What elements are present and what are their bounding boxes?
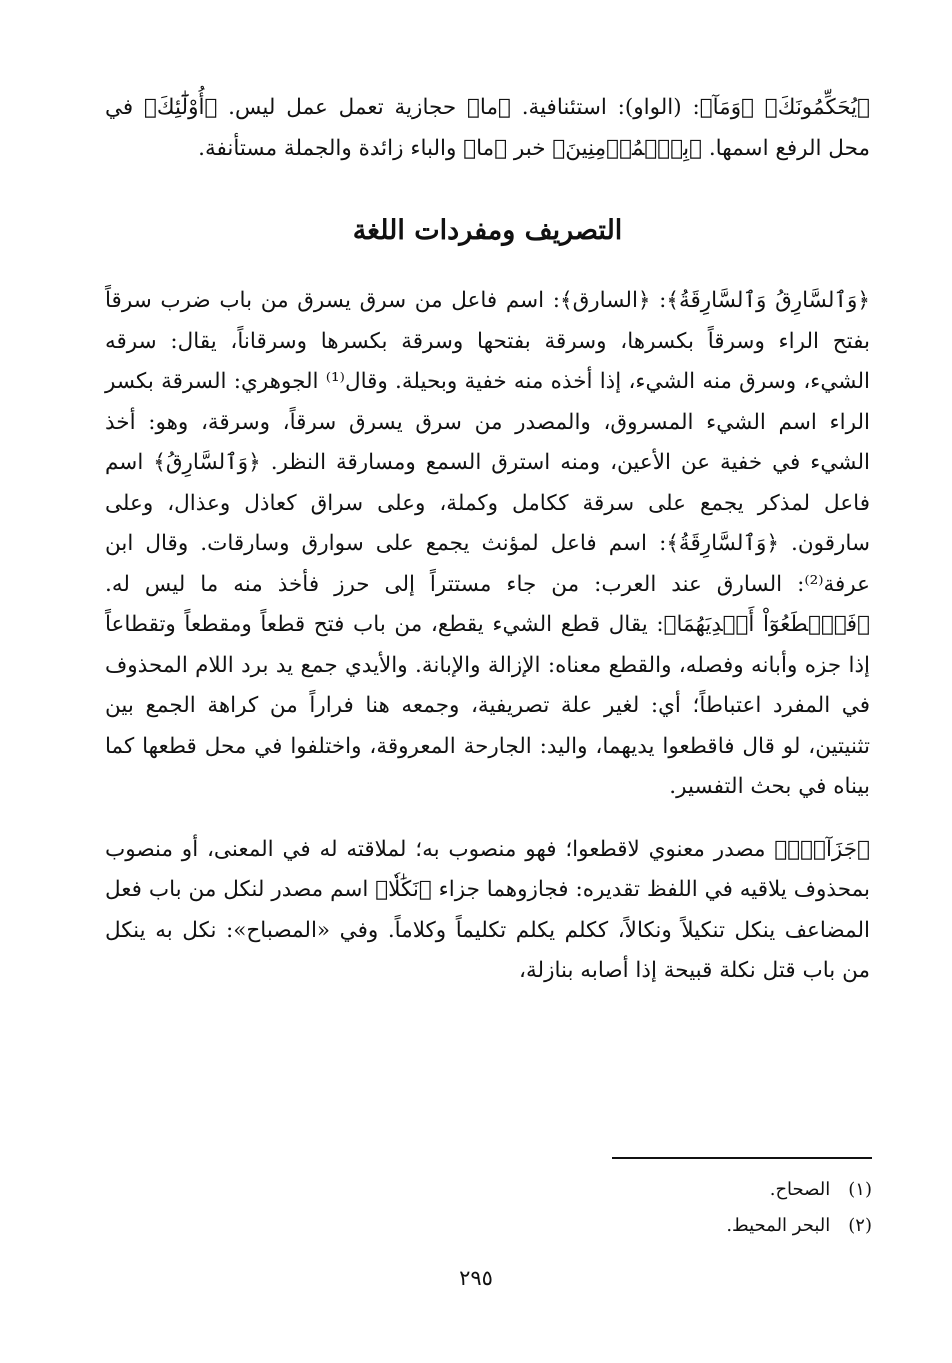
footnote-number: (٢) <box>848 1215 872 1236</box>
footnotes <box>372 1172 872 1244</box>
footnote-item <box>372 1208 872 1244</box>
footnote-text: البحر المحيط. <box>726 1215 831 1236</box>
footnote-divider <box>612 1157 872 1159</box>
footnote-item <box>372 1172 872 1208</box>
footnote-number: (١) <box>848 1179 872 1200</box>
footnote-text: الصحاح. <box>769 1179 831 1200</box>
paragraph-intro: ﴿يُحَكِّمُونَكَ﴾ ﴿وَمَآ﴾: (الواو): استئنافية. ﴿ما﴾ حجازية تعمل عمل ليس. ﴿أُوْلَٰٓئِكَ﴾ في محل الرفع اسمها. ﴿بِٱلۡمُؤۡمِنِينَ﴾ خبر ﴿ما﴾ والباء زائدة والجملة مستأنفة. <box>105 95 870 161</box>
paragraph-jazaa: ﴿جَزَآءَۢ﴾ مصدر معنوي لاقطعوا؛ فهو منصوب به؛ لملاقته له في المعنى، أو منصوب بمحذوف يلاقيه في اللفظ تقديره: فجازوهما جزاء ﴿نَكَٰلٗا﴾ اسم مصدر لنكل من باب فعل المضاعف ينكل تنكيلاً ونكالاً، ككلم يكلم تكليماً وكلاماً. وفي «المصباح»: نكل به ينكل من باب قتل نكلة قبيحة إذا أصابه بنازلة، <box>105 836 870 983</box>
section-heading: التصريف ومفردات اللغة <box>352 215 623 246</box>
paragraph-sariq: ﴿وَٱلسَّارِقُ وَٱلسَّارِقَةُ﴾: ﴿السارق﴾: اسم فاعل من سرق يسرق من باب ضرب سرقاً بفتح الراء وسرقاً بكسرها، وسرقة بفتحها وسرقة بكسرها وسرقاناً، يقال: سرقه الشيء، وسرق منه الشيء، إذا أخذه منه خفية وبحيلة. وقال⁽¹⁾ الجوهري: السرقة بكسر الراء اسم الشيء المسروق، والمصدر من سرق يسرق سرقاً، وسرقة، وهو: أخذ الشيء في خفية عن الأعين، ومنه استرق السمع ومسارقة النظر. ﴿وَٱلسَّارِقُ﴾ اسم فاعل لمذكر يجمع على سرقة ككامل وكملة، وعلى سراق كعاذل وعذال، وعلى سارقون. ﴿وَٱلسَّارِقَةُ﴾: اسم فاعل لمؤنث يجمع على سوارق وسارقات. وقال ابن عرفة⁽²⁾: السارق عند العرب: من جاء مستتراً إلى حرز فأخذ منه ما ليس له. ﴿فَٱقۡطَعُوٓاْ أَيۡدِيَهُمَا﴾: يقال قطع الشيء يقطع، من باب فتح قطعاً ومقطعاً وتقطاعاً إذا جزه وأبانه وفصله، والقطع معناه: الإزالة والإبانة. والأيدي جمع يد برد اللام المحذوف في المفرد اعتباطاً؛ أي: لغير علة تصريفية، وجمعه هنا فراراً من كراهة الجمع بين تثنيتين، لو قال فاقطعوا يديهما، واليد: الجارحة المعروقة، واختلفوا في محل قطعها كما بيناه في بحث التفسير. <box>105 288 870 799</box>
paragraph-gap <box>105 808 870 830</box>
page-number: ٢٩٥ <box>459 1266 493 1290</box>
page-body <box>105 88 870 992</box>
